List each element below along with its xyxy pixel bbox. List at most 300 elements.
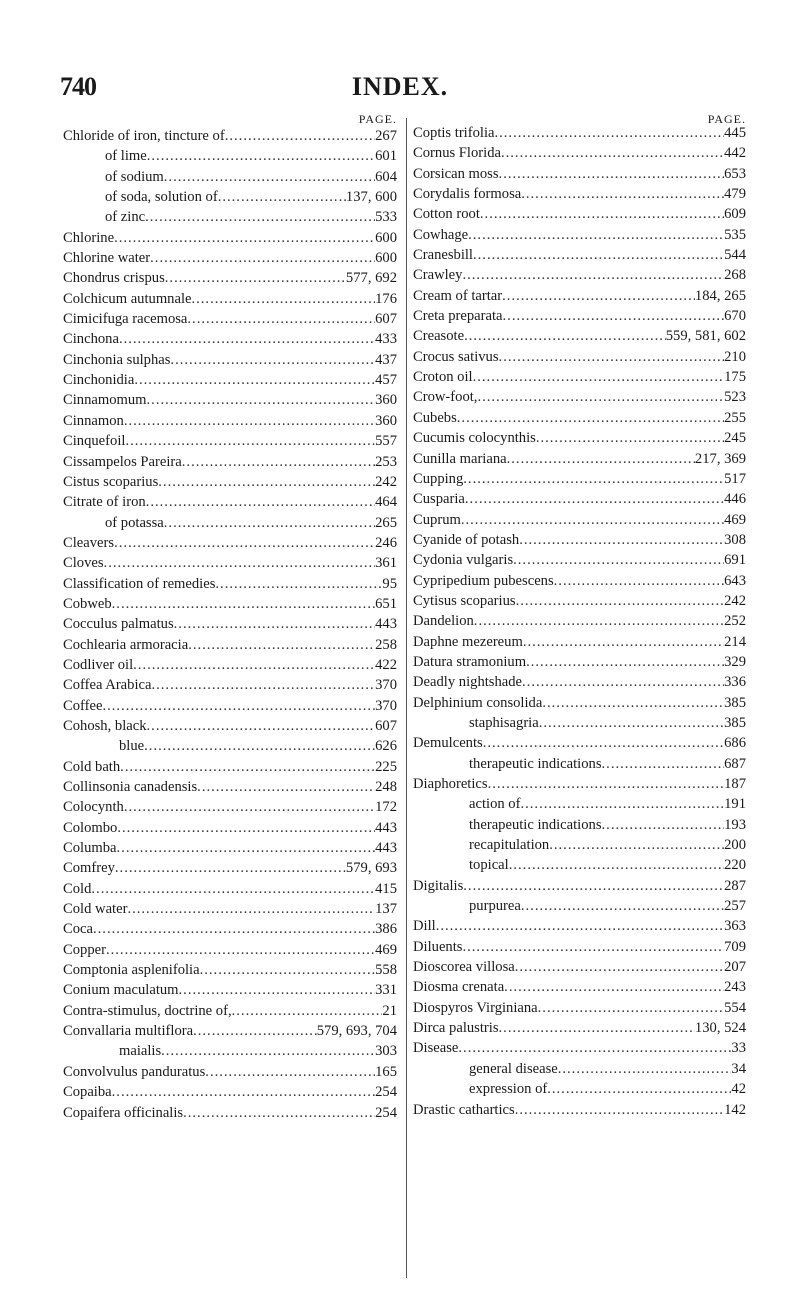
entry-term: blue [119,738,145,755]
index-entry [63,207,397,227]
leader-dots [158,472,375,492]
entry-term: Colombo [63,819,118,836]
entry-term: Crow-foot, [413,389,478,406]
entry-pages: 243 [724,979,746,996]
leader-dots [124,411,375,431]
leader-dots [150,248,375,268]
entry-term: Cimicifuga racemosa [63,311,188,328]
entry-pages: 329 [724,653,746,670]
leader-dots [164,167,375,187]
entry-term: Cinquefoil [63,433,126,450]
index-entry [413,265,746,285]
entry-pages: 95 [382,575,397,592]
entry-term: Columba [63,840,117,857]
index-entry [63,1001,397,1021]
leader-dots [464,326,666,346]
leader-dots [519,530,724,550]
entry-pages: 210 [724,348,746,365]
entry-term: Colocynth [63,799,124,816]
entry-term: recapitulation [469,837,550,854]
leader-dots [147,390,376,410]
leader-dots [501,143,724,163]
leader-dots [115,858,346,878]
entry-pages: 443 [375,616,397,633]
entry-pages: 246 [375,534,397,551]
index-entry [413,815,746,835]
index-entry [63,919,397,939]
index-entry [413,469,746,489]
index-entry [63,980,397,1000]
entry-pages: 191 [724,796,746,813]
entry-term: Croton oil [413,369,473,386]
index-entry [413,977,746,997]
leader-dots [179,980,376,1000]
entry-term: Drastic cathartics [413,1101,515,1118]
leader-dots [183,1103,375,1123]
entry-term: Cleavers [63,534,115,551]
entry-term: Cissampelos Pareira [63,453,182,470]
entry-pages: 607 [375,311,397,328]
entry-term: Dandelion [413,613,474,630]
entry-pages: 248 [375,779,397,795]
leader-dots [549,835,724,855]
index-entry [63,899,397,919]
entry-term: Cowhage [413,226,469,243]
entry-term: Cypripedium pubescens [413,572,554,589]
entry-pages: 363 [724,918,746,935]
entry-pages: 370 [375,677,397,694]
entry-pages: 245 [724,430,746,447]
index-entry [413,530,746,550]
entry-pages: 42 [731,1081,746,1098]
leader-dots [232,1001,383,1021]
leader-dots [127,899,375,919]
index-entry [63,1103,397,1123]
index-entry [413,652,746,672]
entry-pages: 437 [375,351,397,368]
leader-dots [463,876,724,896]
leader-dots [547,1079,731,1099]
index-entry [413,387,746,407]
index-entry [413,693,746,713]
leader-dots [499,164,725,184]
index-entry [413,123,746,143]
leader-dots [133,655,375,675]
entry-term: Cloves [63,555,104,572]
entry-pages: 267 [375,128,397,144]
leader-dots [134,370,375,390]
entry-pages: 443 [375,840,397,857]
entry-pages: 214 [724,633,746,650]
index-entry [413,794,746,814]
index-entry [63,594,397,614]
leader-dots [145,207,375,227]
index-entry [413,143,746,163]
entry-term: Cinchonia sulphas [63,351,171,368]
leader-dots [602,815,725,835]
entry-pages: 21 [382,1002,397,1019]
leader-dots [515,957,724,977]
leader-dots [164,513,375,533]
entry-pages: 709 [724,938,746,955]
entry-term: expression of [469,1081,548,1098]
leader-dots [461,510,724,530]
entry-term: Cranesbill [413,247,473,264]
index-entry [63,1041,397,1061]
index-entry [63,879,397,899]
entry-pages: 184, 265 [694,287,746,304]
page-title: INDEX. [351,72,449,101]
entry-term: Cold bath [63,758,121,775]
entry-pages: 360 [375,392,397,409]
index-entry [63,1062,397,1082]
leader-dots [522,672,724,692]
leader-dots [504,977,724,997]
index-entry [63,167,397,187]
leader-dots [488,774,725,794]
entry-pages: 433 [375,331,397,348]
entry-pages: 242 [375,473,397,490]
entry-term: Coffee [63,697,103,714]
index-entry [63,452,397,472]
entry-term: Cotton root [413,206,480,223]
leader-dots [197,777,375,797]
leader-dots [509,855,724,875]
index-entry [413,1059,746,1079]
entry-pages: 287 [724,877,746,894]
entry-term: purpurea [469,898,521,915]
leader-dots [120,757,375,777]
leader-dots [182,452,375,472]
entry-pages: 370 [375,697,397,714]
entry-term: Corsican moss [413,165,499,182]
entry-pages: 535 [724,226,746,243]
entry-pages: 579, 693 [345,860,397,877]
entry-term: Collinsonia canadensis [63,779,198,795]
entry-pages: 457 [375,372,397,389]
entry-term: Dill [413,918,436,935]
index-entry [413,286,746,306]
entry-term: Classification of remedies [63,575,216,592]
leader-dots [483,733,724,753]
leader-dots [119,329,375,349]
index-entry [413,835,746,855]
entry-term: Cobweb [63,595,112,612]
entry-term: Coca [63,921,93,938]
entry-pages: 254 [375,1104,397,1121]
entry-term: Cydonia vulgaris [413,552,514,569]
entry-term: Cold [63,880,92,897]
leader-dots [463,469,724,489]
index-entry [63,472,397,492]
index-entry [63,431,397,451]
leader-dots [205,1062,375,1082]
index-entry [413,937,746,957]
entry-term: Corydalis formosa [413,186,522,203]
leader-dots [147,716,376,736]
leader-dots [114,533,375,553]
entry-term: Citrate of iron [63,494,146,511]
leader-dots [104,553,376,573]
leader-dots [499,347,725,367]
entry-pages: 360 [375,412,397,429]
entry-term: of lime [105,148,147,165]
entry-term: maialis [119,1043,162,1060]
entry-term: Cyanide of potash [413,531,520,548]
index-entry [413,449,746,469]
leader-dots [515,1100,724,1120]
index-entry [413,754,746,774]
entry-term: Coptis trifolia [413,125,495,141]
leader-dots [473,367,725,387]
leader-dots [165,268,346,288]
leader-dots [112,594,375,614]
leader-dots [225,126,375,146]
entry-pages: 577, 692 [345,270,397,287]
entry-term: Diosma crenata [413,979,505,996]
leader-dots [513,550,724,570]
leader-dots [106,940,375,960]
leader-dots [161,1041,375,1061]
entry-pages: 523 [724,389,746,406]
index-entry [413,957,746,977]
entry-pages: 446 [724,491,746,508]
entry-term: Cinnamomum [63,392,147,409]
entry-pages: 604 [375,168,397,185]
leader-dots [468,225,724,245]
entry-pages: 609 [724,206,746,223]
index-entry [413,916,746,936]
leader-dots [151,675,375,695]
entry-pages: 252 [724,613,746,630]
entry-term: of zinc [105,209,146,226]
index-entry [63,533,397,553]
index-entry [413,408,746,428]
entry-pages: 207 [724,959,746,976]
index-entry [413,896,746,916]
index-entry [413,347,746,367]
index-entry [63,797,397,817]
leader-dots [91,879,375,899]
leader-dots [102,696,375,716]
entry-pages: 220 [724,857,746,874]
entry-pages: 265 [375,514,397,531]
index-entry [63,329,397,349]
entry-pages: 533 [375,209,397,226]
index-entry [413,428,746,448]
entry-term: staphisagria [469,714,539,731]
index-entry [413,245,746,265]
entry-term: Cocculus palmatus [63,616,174,633]
entry-term: Copaifera officinalis [63,1104,184,1121]
entry-term: topical [469,857,509,874]
leader-dots [521,184,724,204]
entry-pages: 651 [375,595,397,612]
index-entry [413,1100,746,1120]
leader-dots [193,1021,317,1041]
index-entry [413,611,746,631]
index-entry [63,940,397,960]
entry-pages: 176 [375,290,397,307]
leader-dots [465,489,724,509]
entry-term: Colchicum autumnale [63,290,192,307]
entry-term: Daphne mezereum [413,633,523,650]
index-entry [413,774,746,794]
index-entry [413,571,746,591]
index-entry [413,855,746,875]
entry-term: Dioscorea villosa [413,959,515,976]
entry-term: Datura stramonium [413,653,527,670]
entry-pages: 422 [375,656,397,673]
entry-term: Cistus scoparius [63,473,159,490]
index-entry [63,553,397,573]
index-entry [63,146,397,166]
leader-dots [499,1018,695,1038]
entry-pages: 445 [724,125,746,141]
entry-pages: 34 [731,1060,746,1077]
index-entry [63,818,397,838]
entry-term: of potassa [105,514,164,531]
index-entry [413,1018,746,1038]
entry-term: Cupping [413,470,464,487]
leader-dots [125,431,375,451]
index-entry [413,510,746,530]
index-entry [63,513,397,533]
leader-dots [521,896,724,916]
index-entry [63,736,397,756]
entry-pages: 691 [724,552,746,569]
entry-pages: 415 [375,880,397,897]
entry-pages: 253 [375,453,397,470]
entry-term: Cornus Florida [413,145,501,162]
leader-dots [436,916,724,936]
entry-pages: 557 [375,433,397,450]
entry-pages: 187 [724,776,746,792]
index-entry [413,225,746,245]
index-entry [63,268,397,288]
entry-pages: 600 [375,250,397,267]
leader-dots [144,736,375,756]
entry-pages: 607 [375,717,397,734]
leader-dots [170,350,375,370]
entry-pages: 385 [724,694,746,711]
index-entry [63,655,397,675]
index-entry [413,184,746,204]
index-entry [63,574,397,594]
column-heading-page: PAGE. [707,112,746,126]
entry-term: Diluents [413,938,463,955]
entry-pages: 600 [375,229,397,246]
index-entry [63,370,397,390]
leader-dots [117,818,375,838]
entry-term: Diaphoretics [413,776,488,792]
entry-term: Comptonia asplenifolia [63,962,200,979]
leader-dots [502,286,695,306]
leader-dots [215,574,382,594]
entry-term: Cinchona [63,331,119,348]
entry-pages: 517 [724,470,746,487]
index-entry [413,306,746,326]
index-entry [63,390,397,410]
entry-term: Disease [413,1040,459,1057]
index-entry [413,489,746,509]
entry-term: Cream of tartar [413,287,503,304]
index-entry [63,187,397,207]
index-entry [413,367,746,387]
entry-pages: 643 [724,572,746,589]
entry-term: Digitalis [413,877,464,894]
entry-term: Delphinium consolida [413,694,543,711]
entry-pages: 554 [724,999,746,1016]
entry-pages: 331 [375,982,397,999]
entry-term: Conium maculatum [63,982,179,999]
index-entry [413,713,746,733]
entry-pages: 653 [724,165,746,182]
index-entry [63,126,397,146]
entry-pages: 361 [375,555,397,572]
entry-term: Dirca palustris [413,1020,499,1037]
leader-dots [124,797,375,817]
index-entry [63,1082,397,1102]
index-entry [63,309,397,329]
index-entry [413,998,746,1018]
entry-pages: 442 [724,145,746,162]
index-entry [63,492,397,512]
entry-term: Crocus sativus [413,348,499,365]
entry-pages: 601 [375,148,397,165]
leader-dots [503,306,725,326]
entry-pages: 464 [375,494,397,511]
index-entry [413,672,746,692]
index-entry [63,248,397,268]
leader-dots [542,693,724,713]
leader-dots [473,245,724,265]
page-number: 740 [60,72,96,101]
leader-dots [146,492,375,512]
entry-term: Coffea Arabica [63,677,152,694]
entry-term: Cuprum [413,511,461,528]
entry-term: Copaiba [63,1084,112,1101]
entry-term: of sodium [105,168,164,185]
index-entry [413,632,746,652]
leader-dots [494,123,724,143]
leader-dots [462,937,724,957]
index-entry [63,411,397,431]
leader-dots [558,1059,732,1079]
index-entry [63,696,397,716]
entry-pages: 255 [724,409,746,426]
index-entry [63,635,397,655]
leader-dots [536,428,724,448]
entry-term: Cold water [63,901,128,918]
entry-pages: 130, 524 [694,1020,746,1037]
entry-term: Cucumis colocynthis [413,430,536,447]
leader-dots [507,449,695,469]
entry-term: Contra-stimulus, doctrine of, [63,1002,232,1019]
index-entry [413,591,746,611]
entry-pages: 386 [375,921,397,938]
entry-term: Cinchonidia [63,372,135,389]
entry-pages: 225 [375,758,397,775]
entry-term: Chondrus crispus [63,270,165,287]
index-entry [63,350,397,370]
leader-dots [539,713,724,733]
index-entry [63,228,397,248]
entry-term: Cytisus scoparius [413,592,516,609]
entry-pages: 558 [375,962,397,979]
entry-pages: 254 [375,1084,397,1101]
entry-term: general disease [469,1060,558,1077]
